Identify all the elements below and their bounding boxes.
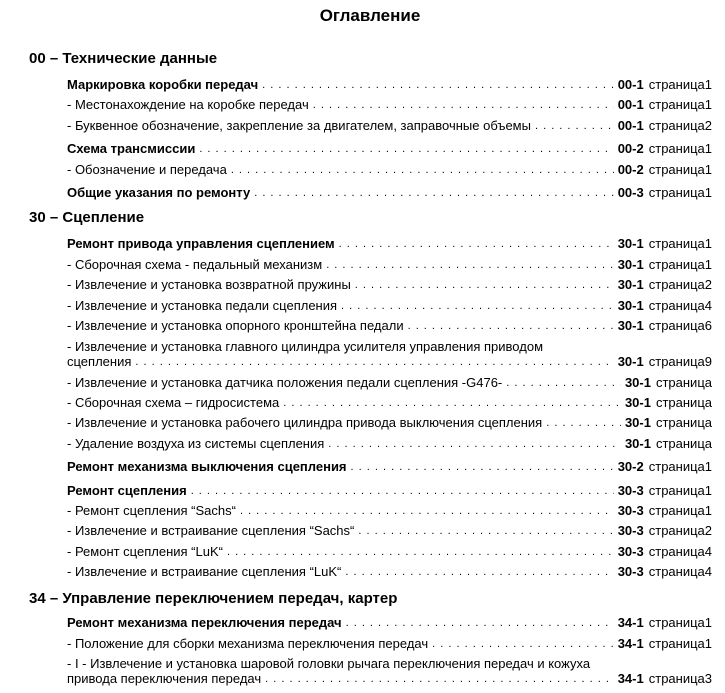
entry-code: 00-1 bbox=[617, 77, 644, 92]
leader-dots bbox=[240, 505, 614, 518]
leader-dots bbox=[355, 279, 614, 292]
entry-page: страница4 bbox=[648, 298, 712, 313]
leader-dots bbox=[408, 320, 614, 333]
entry-code: 30-1 bbox=[617, 236, 644, 251]
leader-dots bbox=[135, 356, 613, 369]
entry-text: - Сборочная схема - педальный механизм bbox=[67, 257, 323, 272]
entry-text: - Извлечение и установка опорного кронштейна педали bbox=[67, 318, 404, 333]
leader-dots bbox=[346, 617, 614, 630]
entry-page: страница4 bbox=[648, 544, 712, 559]
leader-dots bbox=[191, 485, 614, 498]
entry-text: - Извлечение и установка возвратной пружины bbox=[67, 277, 351, 292]
entry-text: Схема трансмиссии bbox=[67, 141, 196, 156]
entry-page: страница2 bbox=[648, 523, 712, 538]
entry-page: страница1 bbox=[648, 236, 712, 251]
leader-dots bbox=[351, 461, 614, 474]
toc-entry[interactable] bbox=[67, 118, 712, 133]
leader-dots bbox=[328, 438, 621, 451]
entry-text: - Удаление воздуха из системы сцепления bbox=[67, 436, 325, 451]
entry-text: сцепления bbox=[67, 354, 132, 369]
entry-page: страница1 bbox=[648, 162, 712, 177]
toc-entry[interactable] bbox=[67, 459, 712, 474]
entry-page: страница1 bbox=[648, 503, 712, 518]
entry-code: 30-3 bbox=[617, 564, 644, 579]
entry-code: 00-3 bbox=[617, 185, 644, 200]
entry-text: - Сборочная схема – гидросистема bbox=[67, 395, 280, 410]
toc-entry[interactable] bbox=[67, 339, 712, 369]
toc-entry[interactable] bbox=[67, 277, 712, 292]
entry-code: 30-3 bbox=[617, 483, 644, 498]
entry-page: страница1 bbox=[648, 459, 712, 474]
toc-entry[interactable] bbox=[67, 162, 712, 177]
leader-dots bbox=[432, 638, 614, 651]
entry-text-first-line: - I - Извлечение и установка шаровой головки рычага переключения передач и кожуха bbox=[67, 656, 591, 671]
entry-code: 30-1 bbox=[624, 375, 651, 390]
entry-text: - Ремонт сцепления “Sachs“ bbox=[67, 503, 236, 518]
entry-page: страница1 bbox=[648, 185, 712, 200]
entry-text: Ремонт механизма переключения передач bbox=[67, 615, 342, 630]
page-title: Оглавление bbox=[319, 6, 421, 25]
leader-dots bbox=[326, 259, 614, 272]
entry-code: 34-1 bbox=[617, 671, 644, 686]
entry-text-first-line: - Извлечение и установка главного цилиндра усилителя управления приводом bbox=[67, 339, 544, 354]
toc-entry[interactable] bbox=[67, 77, 712, 92]
leader-dots bbox=[265, 673, 614, 686]
entry-code: 30-1 bbox=[617, 277, 644, 292]
toc-entry[interactable] bbox=[67, 236, 712, 251]
entry-text: - Извлечение и встраивание сцепления “Sachs“ bbox=[67, 523, 355, 538]
leader-dots bbox=[231, 164, 614, 177]
toc-entry[interactable] bbox=[67, 656, 712, 686]
entry-code: 30-1 bbox=[617, 354, 644, 369]
entry-text: Общие указания по ремонту bbox=[67, 185, 251, 200]
leader-dots bbox=[339, 238, 614, 251]
entry-page: страница bbox=[655, 415, 712, 430]
entry-text: - Положение для сборки механизма переключения передач bbox=[67, 636, 429, 651]
leader-dots bbox=[535, 120, 614, 133]
leader-dots bbox=[345, 566, 613, 579]
toc-entry[interactable] bbox=[67, 141, 712, 156]
entry-code: 30-1 bbox=[617, 298, 644, 313]
entry-page: страница3 bbox=[648, 671, 712, 686]
toc-entry[interactable] bbox=[67, 436, 712, 451]
entry-text: - Извлечение и установка датчика положения педали сцепления -G476- bbox=[67, 375, 503, 390]
entry-page: страница1 bbox=[648, 483, 712, 498]
entry-code: 30-2 bbox=[617, 459, 644, 474]
toc-entry[interactable] bbox=[67, 375, 712, 390]
leader-dots bbox=[262, 79, 614, 92]
section-heading: 00 – Технические данные bbox=[29, 50, 218, 67]
entry-page: страница1 bbox=[648, 636, 712, 651]
entry-text: - Буквенное обозначение, закрепление за двигателем, заправочные объемы bbox=[67, 118, 531, 133]
entry-page: страница9 bbox=[648, 354, 712, 369]
leader-dots bbox=[227, 546, 614, 559]
entry-text: Ремонт привода управления сцеплением bbox=[67, 236, 335, 251]
entry-code: 30-1 bbox=[617, 318, 644, 333]
entry-text: - Местонахождение на коробке передач bbox=[67, 97, 309, 112]
leader-dots bbox=[358, 525, 613, 538]
toc-entry[interactable] bbox=[67, 318, 712, 333]
entry-page: страница1 bbox=[648, 77, 712, 92]
toc-entry[interactable] bbox=[67, 97, 712, 112]
entry-text: - Обозначение и передача bbox=[67, 162, 227, 177]
leader-dots bbox=[341, 300, 614, 313]
toc-entry[interactable] bbox=[67, 395, 712, 410]
entry-page: страница2 bbox=[648, 118, 712, 133]
entry-code: 30-1 bbox=[624, 415, 651, 430]
entry-page: страница1 bbox=[648, 257, 712, 272]
entry-text: - Извлечение и установка педали сцепления bbox=[67, 298, 338, 313]
leader-dots bbox=[199, 143, 613, 156]
entry-text: привода переключения передач bbox=[67, 671, 262, 686]
entry-code: 30-3 bbox=[617, 503, 644, 518]
entry-code: 00-1 bbox=[617, 118, 644, 133]
toc-entry[interactable] bbox=[67, 615, 712, 630]
entry-page: страница bbox=[655, 436, 712, 451]
section-heading: 34 – Управление переключением передач, картер bbox=[29, 590, 398, 607]
entry-text: - Извлечение и встраивание сцепления “LuK“ bbox=[67, 564, 342, 579]
entry-code: 00-2 bbox=[617, 141, 644, 156]
entry-text: - Ремонт сцепления “LuK“ bbox=[67, 544, 223, 559]
toc-entry[interactable] bbox=[67, 185, 712, 200]
entry-code: 30-1 bbox=[624, 436, 651, 451]
entry-code: 30-3 bbox=[617, 523, 644, 538]
entry-page: страница bbox=[655, 395, 712, 410]
entry-text: Ремонт сцепления bbox=[67, 483, 187, 498]
leader-dots bbox=[254, 187, 614, 200]
toc-entry[interactable] bbox=[67, 564, 712, 579]
entry-page: страница bbox=[655, 375, 712, 390]
leader-dots bbox=[283, 397, 621, 410]
entry-page: страница4 bbox=[648, 564, 712, 579]
toc-entry[interactable] bbox=[67, 503, 712, 518]
entry-code: 30-1 bbox=[617, 257, 644, 272]
leader-dots bbox=[313, 99, 614, 112]
leader-dots bbox=[546, 417, 621, 430]
entry-code: 00-2 bbox=[617, 162, 644, 177]
toc-entry[interactable] bbox=[67, 636, 712, 651]
toc-entry[interactable] bbox=[67, 415, 712, 430]
toc-entry[interactable] bbox=[67, 483, 712, 498]
entry-code: 00-1 bbox=[617, 97, 644, 112]
entry-text: - Извлечение и установка рабочего цилиндра привода выключения сцепления bbox=[67, 415, 543, 430]
leader-dots bbox=[506, 377, 621, 390]
entry-page: страница1 bbox=[648, 141, 712, 156]
section-heading: 30 – Сцепление bbox=[29, 209, 145, 226]
toc-entry[interactable] bbox=[67, 544, 712, 559]
entry-code: 30-3 bbox=[617, 544, 644, 559]
toc-entry[interactable] bbox=[67, 257, 712, 272]
toc-entry[interactable] bbox=[67, 298, 712, 313]
entry-page: страница2 bbox=[648, 277, 712, 292]
entry-code: 30-1 bbox=[624, 395, 651, 410]
entry-code: 34-1 bbox=[617, 615, 644, 630]
entry-page: страница1 bbox=[648, 615, 712, 630]
toc-entry[interactable] bbox=[67, 523, 712, 538]
entry-page: страница1 bbox=[648, 97, 712, 112]
entry-text: Ремонт механизма выключения сцепления bbox=[67, 459, 347, 474]
entry-code: 34-1 bbox=[617, 636, 644, 651]
entry-text: Маркировка коробки передач bbox=[67, 77, 259, 92]
entry-page: страница6 bbox=[648, 318, 712, 333]
